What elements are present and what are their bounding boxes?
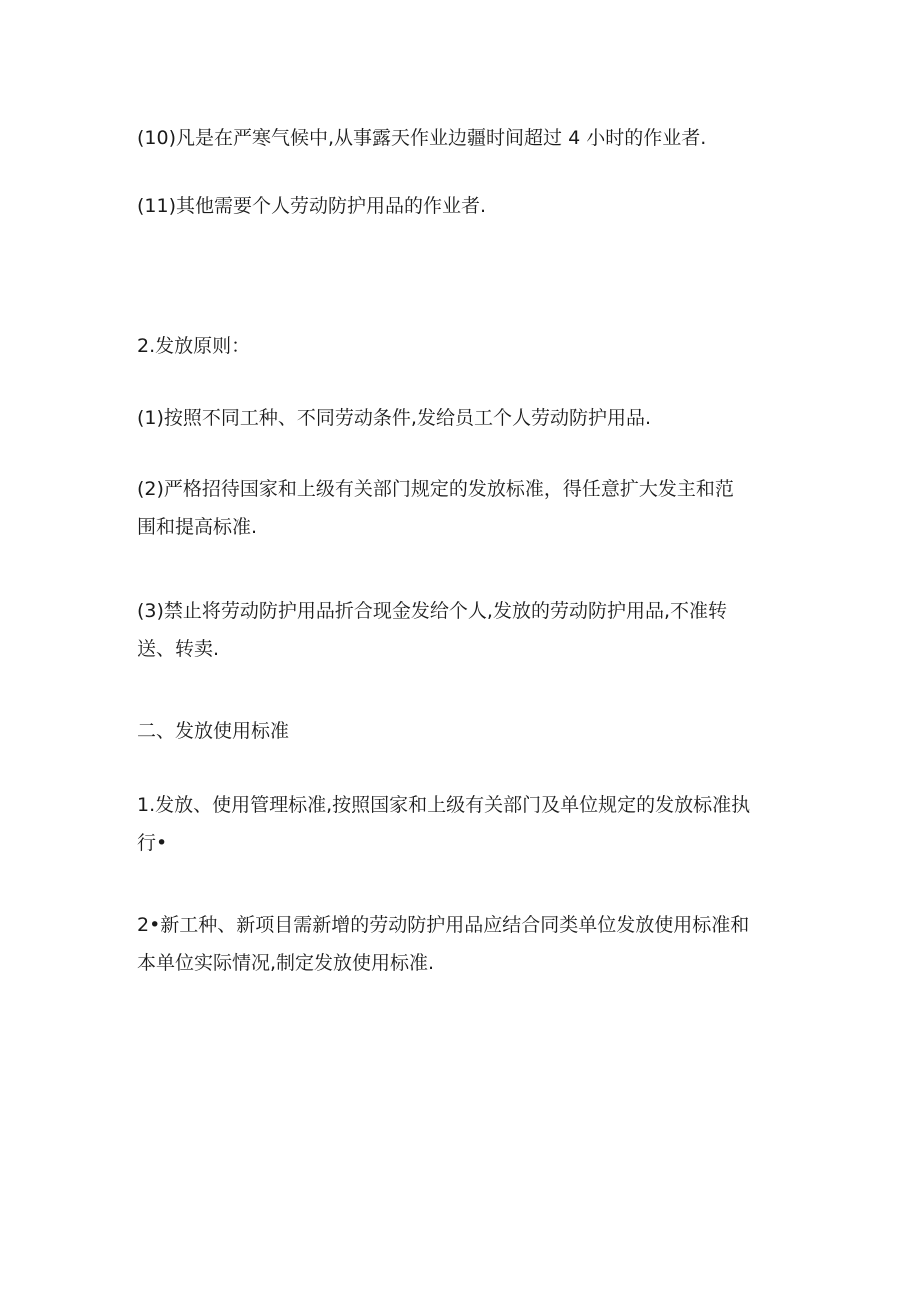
paragraph-line: (1)按照不同工种、不同劳动条件,发给员工个人劳动防护用品. (137, 407, 651, 429)
standard-item-1 (137, 786, 787, 862)
paragraph-line: 2•新工种、新项目需新增的劳动防护用品应结合同类单位发放使用标准和 (137, 914, 750, 936)
paragraph-item-11 (137, 187, 787, 225)
section-heading-usage-standards (137, 712, 787, 750)
paragraph-line: 行• (137, 832, 168, 854)
paragraph-line: (11)其他需要个人劳动防护用品的作业者. (137, 195, 487, 217)
paragraph-line: 围和提高标准. (137, 516, 258, 538)
paragraph-line: (3)禁止将劳动防护用品折合现金发给个人,发放的劳动防护用品,不准转 (137, 600, 727, 622)
paragraph-line: 1.发放、使用管理标准,按照国家和上级有关部门及单位规定的发放标准执 (137, 794, 751, 816)
paragraph-item-10 (137, 119, 787, 157)
paragraph-line: 送、转卖. (137, 638, 220, 660)
heading-text: 二、发放使用标准 (137, 720, 290, 742)
standard-item-2 (137, 906, 787, 982)
principle-item-3 (137, 592, 787, 668)
heading-text: 2.发放原则： (137, 335, 251, 357)
principle-item-2 (137, 470, 787, 546)
paragraph-line: (10)凡是在严寒气候中,从事露天作业边疆时间超过 4 小时的作业者. (137, 127, 707, 149)
paragraph-line: 本单位实际情况,制定发放使用标准. (137, 952, 435, 974)
heading-distribution-principles (137, 327, 787, 365)
paragraph-line: (2)严格招待国家和上级有关部门规定的发放标准，得任意扩大发主和范 (137, 478, 734, 500)
principle-item-1 (137, 399, 787, 437)
